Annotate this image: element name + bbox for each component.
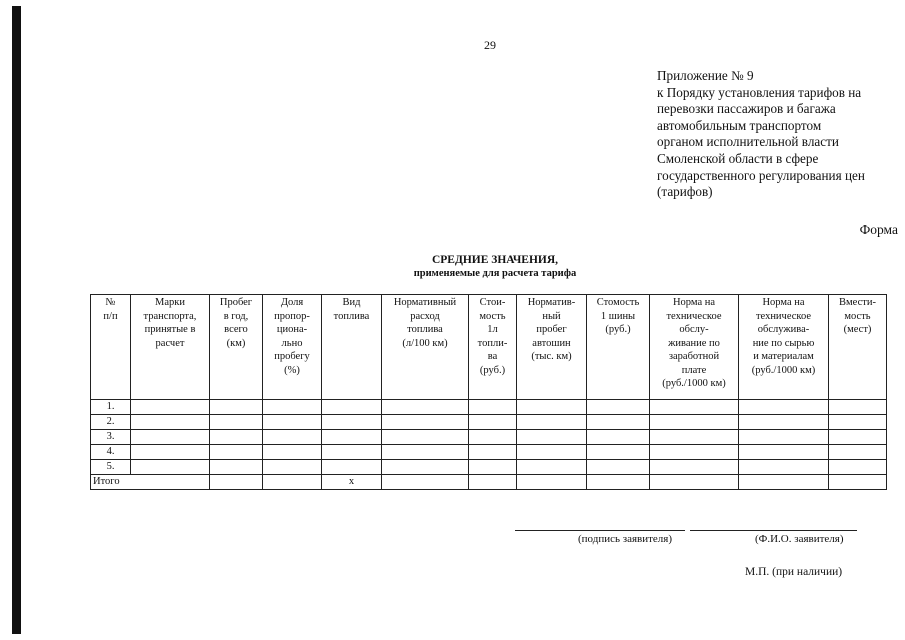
data-cell[interactable] bbox=[517, 445, 587, 460]
data-cell[interactable] bbox=[829, 445, 887, 460]
data-cell[interactable] bbox=[469, 460, 517, 475]
data-cell[interactable] bbox=[739, 460, 829, 475]
total-cell[interactable] bbox=[739, 475, 829, 490]
data-cell[interactable] bbox=[322, 445, 382, 460]
total-cell[interactable] bbox=[263, 475, 322, 490]
data-cell[interactable] bbox=[739, 400, 829, 415]
appendix-line: к Порядку установления тарифов на bbox=[657, 84, 862, 100]
column-header: Вмести- мость (мест) bbox=[829, 295, 887, 400]
data-cell[interactable] bbox=[322, 460, 382, 475]
data-cell[interactable] bbox=[517, 400, 587, 415]
data-cell[interactable] bbox=[650, 445, 739, 460]
stamp-note: М.П. (при наличии) bbox=[745, 566, 843, 578]
total-cell[interactable] bbox=[210, 475, 263, 490]
row-number-cell: 5. bbox=[91, 460, 131, 475]
data-cell[interactable] bbox=[210, 445, 263, 460]
appendix-line: автомобильным транспортом bbox=[657, 117, 822, 133]
row-number-cell: 2. bbox=[91, 415, 131, 430]
total-cell[interactable] bbox=[650, 475, 739, 490]
data-cell[interactable] bbox=[829, 415, 887, 430]
appendix-line: государственного регулирования цен bbox=[657, 167, 865, 183]
name-caption: (Ф.И.О. заявителя) bbox=[755, 533, 844, 545]
table-row bbox=[91, 445, 887, 460]
column-header: Стомость 1 шины (руб.) bbox=[587, 295, 650, 400]
data-cell[interactable] bbox=[131, 400, 210, 415]
signature-caption: (подпись заявителя) bbox=[578, 533, 673, 545]
appendix-line: органом исполнительной власти bbox=[657, 134, 839, 150]
data-cell[interactable] bbox=[829, 430, 887, 445]
column-header: Нормативный расход топлива (л/100 км) bbox=[382, 295, 469, 400]
data-cell[interactable] bbox=[650, 430, 739, 445]
data-cell[interactable] bbox=[322, 400, 382, 415]
data-cell[interactable] bbox=[650, 460, 739, 475]
row-number-cell: 1. bbox=[91, 400, 131, 415]
column-header: Пробег в год, всего (км) bbox=[210, 295, 263, 400]
column-header: Норма на техническое обслужива- ние по сырью и материалам (руб./1000 км) bbox=[739, 295, 829, 400]
table-body bbox=[91, 400, 887, 490]
signature-line bbox=[515, 530, 685, 531]
data-cell[interactable] bbox=[739, 445, 829, 460]
form-label: Форма bbox=[859, 222, 898, 237]
data-cell[interactable] bbox=[210, 400, 263, 415]
total-cell[interactable] bbox=[587, 475, 650, 490]
table-row bbox=[91, 430, 887, 445]
data-cell[interactable] bbox=[210, 415, 263, 430]
column-header: Доля пропор- циона- льно пробегу (%) bbox=[263, 295, 322, 400]
total-cell[interactable] bbox=[517, 475, 587, 490]
data-cell[interactable] bbox=[739, 430, 829, 445]
table-row bbox=[91, 460, 887, 475]
data-cell[interactable] bbox=[469, 445, 517, 460]
data-cell[interactable] bbox=[739, 415, 829, 430]
document-title bbox=[300, 253, 690, 281]
column-header: Норма на техническое обслу- живание по заработной плате (руб./1000 км) bbox=[650, 295, 739, 400]
data-cell[interactable] bbox=[587, 445, 650, 460]
total-cell[interactable] bbox=[829, 475, 887, 490]
data-cell[interactable] bbox=[131, 460, 210, 475]
column-header: Стои- мость 1л топли- ва (руб.) bbox=[469, 295, 517, 400]
data-cell[interactable] bbox=[382, 430, 469, 445]
data-cell[interactable] bbox=[210, 430, 263, 445]
data-cell[interactable] bbox=[587, 415, 650, 430]
data-cell[interactable] bbox=[382, 460, 469, 475]
table-row bbox=[91, 415, 887, 430]
data-cell[interactable] bbox=[322, 415, 382, 430]
data-cell[interactable] bbox=[587, 400, 650, 415]
column-header: Вид топлива bbox=[322, 295, 382, 400]
data-cell[interactable] bbox=[263, 445, 322, 460]
data-cell[interactable] bbox=[587, 460, 650, 475]
data-cell[interactable] bbox=[517, 430, 587, 445]
data-cell[interactable] bbox=[131, 445, 210, 460]
data-cell[interactable] bbox=[322, 430, 382, 445]
data-cell[interactable] bbox=[131, 430, 210, 445]
total-row bbox=[91, 475, 887, 490]
page-number: 29 bbox=[484, 38, 496, 52]
data-cell[interactable] bbox=[469, 400, 517, 415]
data-cell[interactable] bbox=[210, 460, 263, 475]
column-header: Марки транспорта, принятые в расчет bbox=[131, 295, 210, 400]
column-header: Норматив- ный пробег автошин (тыс. км) bbox=[517, 295, 587, 400]
data-cell[interactable] bbox=[131, 415, 210, 430]
data-cell[interactable] bbox=[829, 400, 887, 415]
table-row bbox=[91, 400, 887, 415]
appendix-line: Приложение № 9 bbox=[657, 68, 754, 83]
total-cell[interactable] bbox=[382, 475, 469, 490]
data-cell[interactable] bbox=[263, 460, 322, 475]
title-main: СРЕДНИЕ ЗНАЧЕНИЯ, bbox=[431, 254, 559, 266]
data-cell[interactable] bbox=[263, 415, 322, 430]
row-number-cell: 3. bbox=[91, 430, 131, 445]
table-header-row bbox=[91, 295, 887, 400]
total-label: Итого bbox=[91, 475, 210, 490]
name-line bbox=[690, 530, 857, 531]
data-cell[interactable] bbox=[263, 430, 322, 445]
data-cell[interactable] bbox=[263, 400, 322, 415]
data-cell[interactable] bbox=[382, 445, 469, 460]
data-cell[interactable] bbox=[650, 400, 739, 415]
row-number-cell: 4. bbox=[91, 445, 131, 460]
appendix-line: (тарифов) bbox=[657, 184, 713, 200]
data-cell[interactable] bbox=[650, 415, 739, 430]
data-cell[interactable] bbox=[469, 430, 517, 445]
appendix-line: Смоленской области в сфере bbox=[657, 150, 819, 166]
column-header: № п/п bbox=[91, 295, 131, 400]
appendix-reference bbox=[657, 68, 897, 201]
data-cell[interactable] bbox=[382, 400, 469, 415]
data-cell[interactable] bbox=[469, 415, 517, 430]
data-cell[interactable] bbox=[587, 430, 650, 445]
data-cell[interactable] bbox=[382, 415, 469, 430]
data-cell[interactable] bbox=[829, 460, 887, 475]
appendix-line: перевозки пассажиров и багажа bbox=[657, 101, 836, 117]
title-subtitle: применяемые для расчета тарифа bbox=[413, 268, 577, 279]
total-cell[interactable] bbox=[469, 475, 517, 490]
average-values-table bbox=[90, 294, 887, 490]
total-fuel-mark: х bbox=[322, 475, 382, 490]
data-cell[interactable] bbox=[517, 460, 587, 475]
page-edge-bar bbox=[12, 6, 21, 634]
data-cell[interactable] bbox=[517, 415, 587, 430]
